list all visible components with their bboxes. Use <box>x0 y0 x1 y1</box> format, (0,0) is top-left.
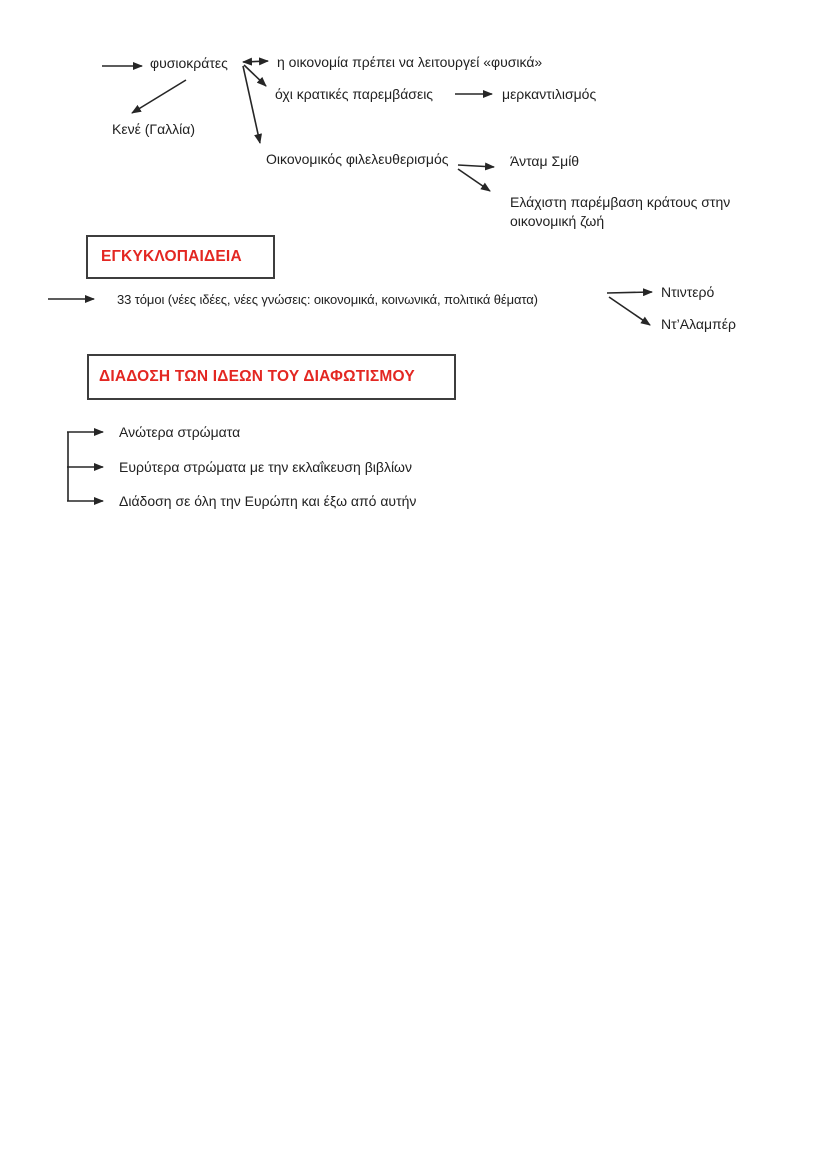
node-physiocrats: φυσιοκράτες <box>150 55 228 71</box>
arrow-physiocrats-to-quesnay <box>132 80 186 113</box>
node-mercantilism: μερκαντιλισμός <box>502 86 597 102</box>
node-economic-liberalism: Οικονομικός φιλελευθερισμός <box>266 151 449 167</box>
node-diderot: Ντιντερό <box>661 284 715 300</box>
node-no-state-intervention: όχι κρατικές παρεμβάσεις <box>275 86 434 102</box>
arrow-liberalism-to-minimal-state <box>458 169 490 191</box>
node-33-volumes: 33 τόμοι (νέες ιδέες, νέες γνώσεις: οικονομικά, κοινωνικά, πολιτικά θέματα) <box>117 292 538 307</box>
node-economy-natural-principle: η οικονομία πρέπει να λειτουργεί «φυσικά» <box>277 54 543 70</box>
arrow-liberalism-to-adam-smith <box>458 165 494 167</box>
arrow-physiocrats-principle-double <box>243 61 268 62</box>
arrow-volumes-to-dalembert <box>609 297 650 325</box>
arrow-volumes-to-diderot <box>607 292 652 293</box>
node-wider-strata: Ευρύτερα στρώματα με την εκλαΐκευση βιβλίων <box>119 459 412 475</box>
diffusion-title-box <box>87 354 456 400</box>
diffusion-title: ΔΙΑΔΟΣΗ ΤΩΝ ΙΔΕΩΝ ΤΟΥ ΔΙΑΦΩΤΙΣΜΟΥ <box>99 368 415 385</box>
node-minimal-state-intervention: Ελάχιστη παρέμβαση κράτους στην οικονομική ζωή <box>510 194 731 229</box>
node-spread-europe: Διάδοση σε όλη την Ευρώπη και έξω από αυτήν <box>119 493 417 509</box>
node-upper-strata: Ανώτερα στρώματα <box>119 424 241 440</box>
node-dalembert: Ντ’Αλαμπέρ <box>661 316 736 332</box>
node-quesnay-france: Κενέ (Γαλλία) <box>112 121 196 137</box>
encyclopedia-title: ΕΓΚΥΚΛΟΠΑΙΔΕΙΑ <box>101 248 242 265</box>
node-adam-smith: Άνταμ Σμίθ <box>510 153 580 169</box>
encyclopedia-title-box <box>86 235 275 279</box>
